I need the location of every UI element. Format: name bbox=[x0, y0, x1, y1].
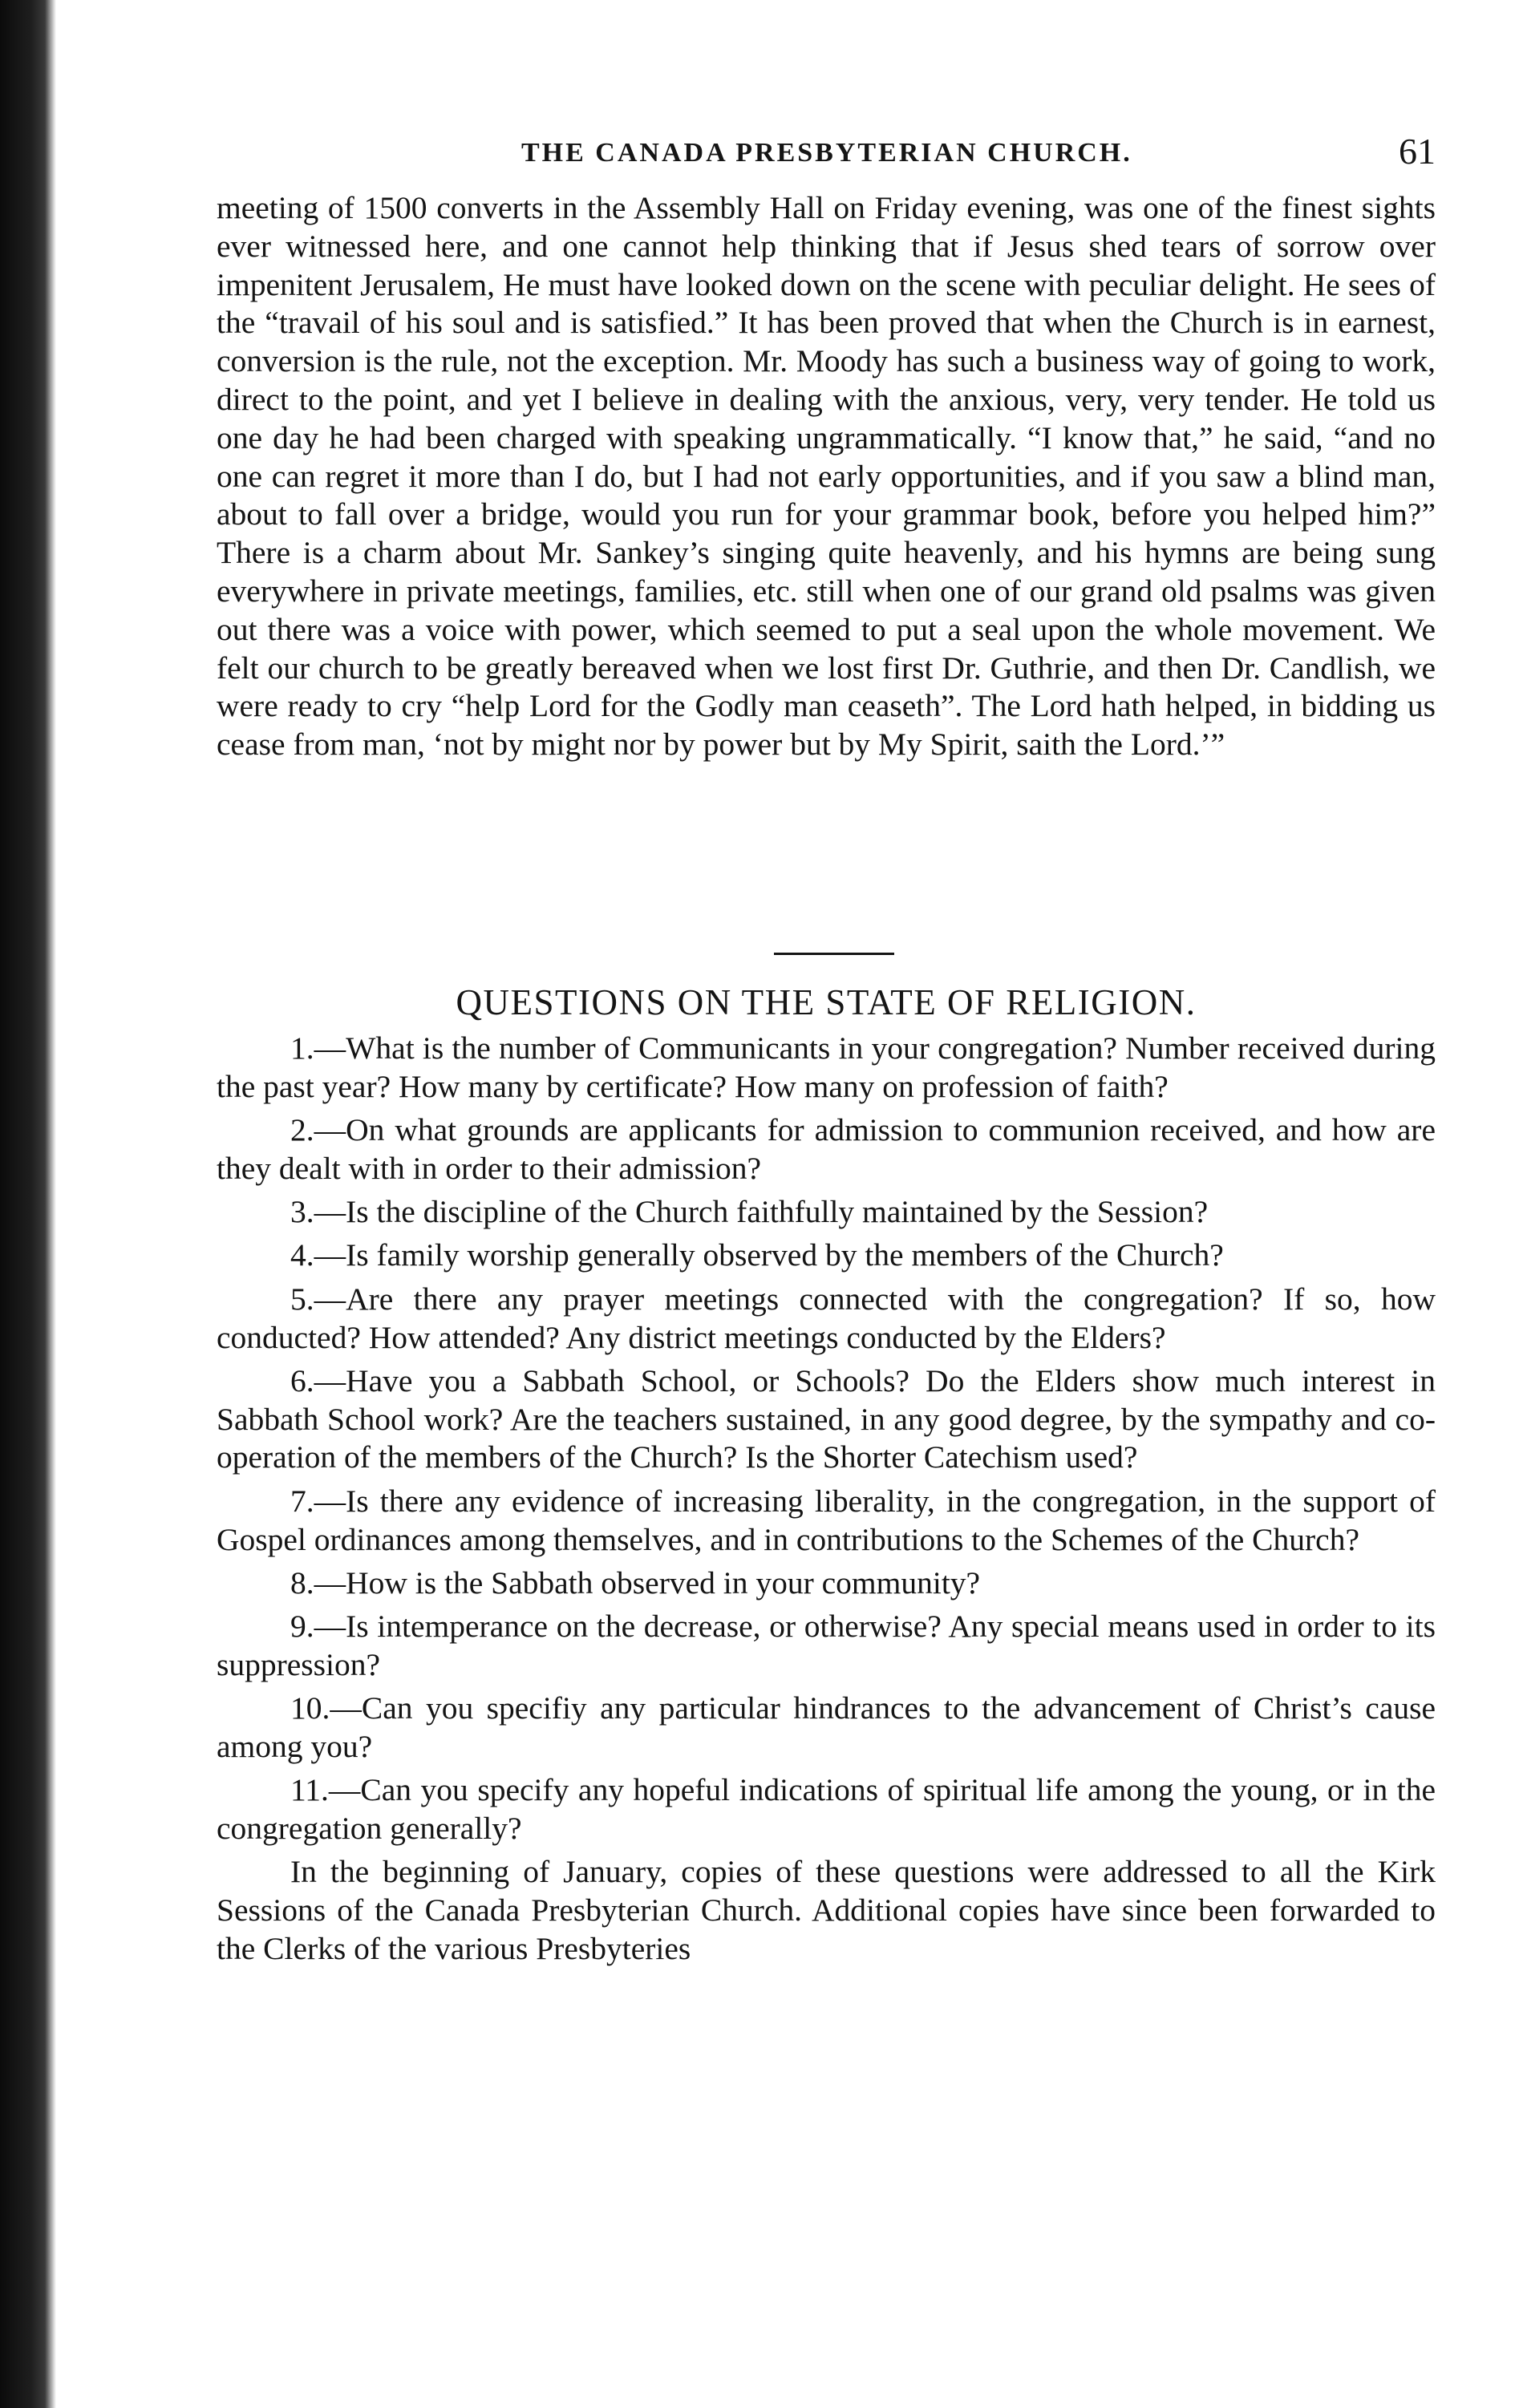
questions-section bbox=[217, 977, 1436, 1969]
page-number: 61 bbox=[1399, 131, 1436, 172]
question-5: 5.—Are there any prayer meetings connected with the congregation? If so, how conducted? How attended? Any district meetings conducted by the Elders? bbox=[217, 1281, 1436, 1355]
question-6: 6.—Have you a Sabbath School, or Schools? Do the Elders show much interest in Sabbath School work? Are the teachers sustained, in any good degree, by the sympathy and co-operation of the members of the Church? Is the Shorter Catechism used? bbox=[217, 1362, 1436, 1475]
closing-paragraph: In the beginning of January, copies of these questions were addressed to all the Kirk Sessions of the Canada Presbyterian Church. Additional copies have since been forwarded to the Clerks of the various Presbyteries bbox=[217, 1854, 1436, 1967]
question-1: 1.—What is the number of Communicants in your congregation? Number received during the past year? How many by certificate? How many on profession of faith? bbox=[217, 1030, 1436, 1104]
running-head: THE CANADA PRESBYTERIAN CHURCH. bbox=[521, 138, 1132, 168]
question-4: 4.—Is family worship generally observed by the members of the Church? bbox=[290, 1237, 1224, 1273]
section-heading: QUESTIONS ON THE STATE OF RELIGION. bbox=[456, 982, 1197, 1022]
continued-paragraph-block bbox=[217, 189, 1436, 764]
question-10: 10.—Can you specifiy any particular hindrances to the advancement of Christ’s cause among you? bbox=[217, 1690, 1436, 1765]
question-3: 3.—Is the discipline of the Church faithfully maintained by the Session? bbox=[290, 1194, 1209, 1230]
book-binding-edge bbox=[0, 0, 56, 2408]
question-8: 8.—How is the Sabbath observed in your community? bbox=[290, 1564, 981, 1601]
question-7: 7.—Is there any evidence of increasing liberality, in the congregation, in the support of Gospel ordinances among themselves, and in contributions to the Schemes of the Church? bbox=[217, 1483, 1436, 1557]
page-header bbox=[217, 128, 1436, 176]
question-9: 9.—Is intemperance on the decrease, or otherwise? Any special means used in order to its suppression? bbox=[217, 1609, 1436, 1682]
question-2: 2.—On what grounds are applicants for admission to communion received, and how are they dealt with in order to their admission? bbox=[217, 1112, 1436, 1186]
continued-paragraph: meeting of 1500 converts in the Assembly Hall on Friday evening, was one of the finest sights ever witnessed here, and one cannot help thinking that if Jesus shed tears of sorrow over impenitent Jerusalem, He must have looked down on the scene with peculiar delight. He sees of the “travail of his soul and is satisfied.” It has been proved that when the Church is in earnest, conversion is the rule, not the exception. Mr. Moody has such a business way of going to work, direct to the point, and yet I believe in dealing with the anxious, very, very tender. He told us one day he had been charged with speaking ungrammatically. “I know that,” he said, “and no one can regret it more than I do, but I had not early opportunities, and if you saw a blind man, about to fall over a bridge, would you run for your grammar book, before you helped him?” There is a charm about Mr. Sankey’s singing quite heavenly, and his hymns are being sung everywhere in private meetings, families, etc. still when one of our grand old psalms was given out there was a voice with power, which seemed to put a seal upon the whole movement. We felt our church to be greatly bereaved when we lost first Dr. Guthrie, and then Dr. Candlish, we were ready to cry “help Lord for the Godly man ceaseth”. The Lord hath helped, in bidding us cease from man, ‘not by might nor by power but by My Spirit, saith the Lord.’” bbox=[217, 190, 1436, 763]
section-divider bbox=[774, 953, 894, 955]
question-11: 11.—Can you specify any hopeful indications of spiritual life among the young, or in the congregation generally? bbox=[217, 1772, 1436, 1847]
